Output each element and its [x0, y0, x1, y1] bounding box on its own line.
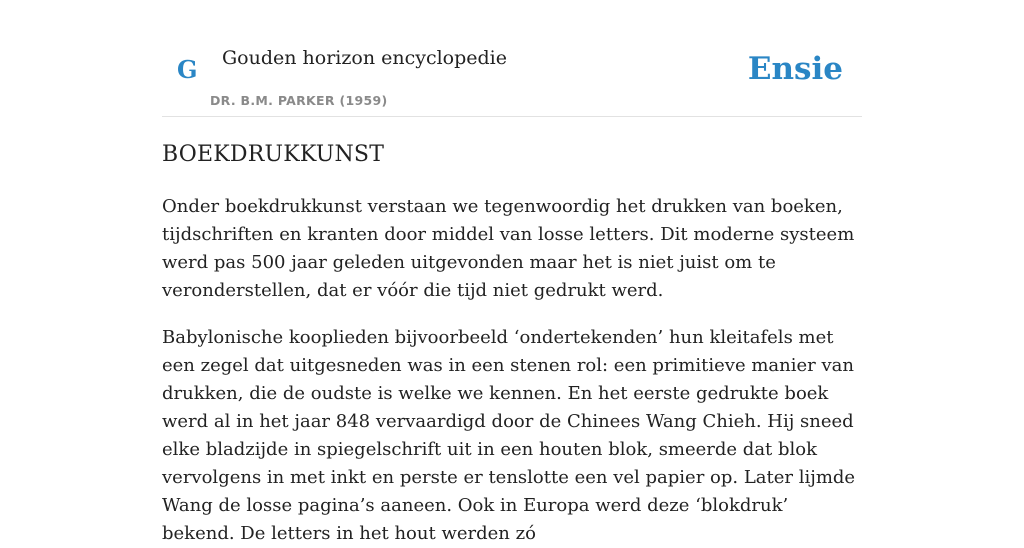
brand-logo-link[interactable]: Ensie	[747, 51, 843, 87]
article-paragraph: Onder boekdrukkunst verstaan we tegenwoordig het drukken van boeken, tijdschriften en kranten door middel van losse letters. Dit moderne systeem werd pas 500 jaar geleden uitgevonden maar het is niet juist om te veronderstellen, dat er vóór die tijd niet gedrukt werd.	[162, 196, 855, 301]
article-paragraph: Babylonische kooplieden bijvoorbeeld ‘ondertekenden’ hun kleitafels met een zegel dat uitgesneden was in een stenen rol: een primitieve manier van drukken, die de oudste is welke we kennen. En het eerste gedrukte boek werd al in het jaar 848 vervaardigd door de Chinees Wang Chieh. Hij sneed elke bladzijde in spiegelschrift uit in een houten blok, smeerde dat blok vervolgens in met inkt en perste er tenslotte een vel papier op. Later lijmde Wang de losse pagina’s aaneen. Ook in Europa werd deze ‘blokdruk’ bekend. De letters in het hout werden zó	[162, 327, 856, 544]
source-logo-link[interactable]: G	[177, 55, 198, 84]
header	[162, 0, 862, 117]
source-author: DR. B.M. PARKER (1959)	[210, 93, 388, 108]
article-title: BOEKDRUKKUNST	[162, 142, 385, 167]
article	[162, 140, 862, 548]
source-title-link[interactable]: Gouden horizon encyclopedie	[222, 47, 507, 69]
